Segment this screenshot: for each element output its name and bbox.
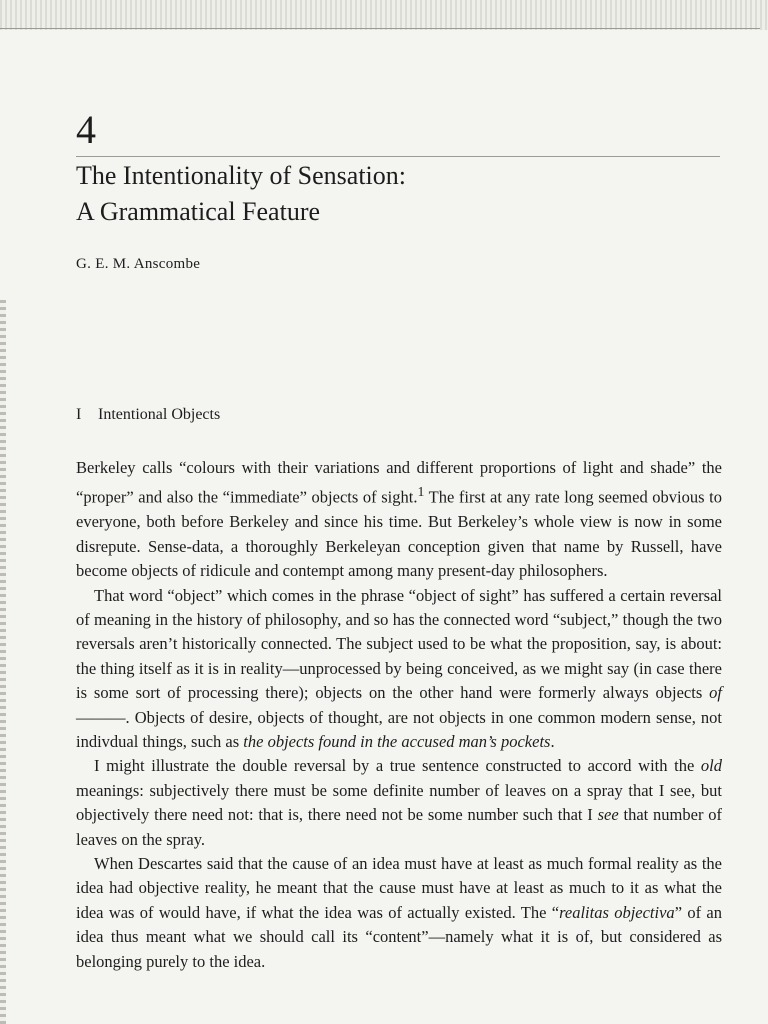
author-name: G. E. M. Anscombe bbox=[76, 256, 201, 272]
paragraph-4-text-a: When Descartes said that the cause of an idea must have at least as much formal reality as the idea had objective reality, he meant that the cause must have at least as much to it as what the idea was of would have, if what the idea was of actually existed. The “ bbox=[76, 854, 722, 922]
chapter-title-line-1: The Intentionality of Sensation: bbox=[76, 161, 406, 190]
paragraph-2-of-italic: of bbox=[709, 683, 722, 703]
paragraph-4-text-b: ” of an idea thus meant what we should call its “content”—namely what it is of, but considered as belonging purely to the idea. bbox=[76, 902, 722, 971]
chapter-title-line-2: A Grammatical Feature bbox=[76, 197, 321, 226]
paragraph-4-latin-italic: realitas objectiva bbox=[559, 902, 675, 922]
body-text bbox=[76, 456, 722, 974]
chapter-title bbox=[76, 158, 716, 230]
chapter-number: 4 bbox=[76, 107, 96, 152]
paragraph-3-old-italic: old bbox=[700, 756, 722, 776]
paragraph-4 bbox=[76, 852, 722, 974]
paragraph-3-text-b: meanings: subjectively there must be some definite number of leaves on a spray that I see, but objectively there need not: that is, there need not be some number such that I bbox=[76, 780, 722, 825]
page-scan-top-edge bbox=[0, 0, 768, 30]
paragraph-2-text-c: . bbox=[550, 731, 555, 751]
page-scan-left-edge bbox=[0, 300, 6, 1024]
paragraph-2-text-a: That word “object” which comes in the phrase “object of sight” has suffered a certain reversal of meaning in the history of philosophy, and so has the connected word “subject,” though the two reversals aren’t historically connected. The subject used to be what the proposition, say, is about: the thing itself as it is in reality—unprocessed by being conceived, as we might say (in case there is some sort of processing there); objects on the other hand were formerly always objects bbox=[76, 585, 722, 703]
page-top-rule bbox=[0, 28, 760, 29]
chapter-title-rule bbox=[76, 156, 720, 157]
paragraph-3 bbox=[76, 754, 722, 852]
section-heading bbox=[76, 406, 220, 424]
paragraph-2-text-b: ———. Objects of desire, objects of thought, are not objects in one common modern sense, not indivdual things, such as bbox=[76, 707, 722, 751]
paragraph-3-text-a: I might illustrate the double reversal by a true sentence constructed to accord with the bbox=[94, 756, 701, 776]
section-title: Intentional Objects bbox=[98, 406, 221, 423]
paragraph-3-see-italic: see bbox=[597, 805, 619, 825]
section-number: I bbox=[76, 406, 82, 423]
paragraph-1-text-b: The first at any rate long seemed obvious to everyone, both before Berkeley and since his time. But Berkeley’s whole view is now in some disrepute. Sense-data, a thoroughly Berkeleyan conception given that name by Russell, have become objects of ridicule and contempt among many present-day philosophers. bbox=[76, 487, 722, 581]
paragraph-1 bbox=[76, 456, 722, 584]
paragraph-2-italic-phrase: the objects found in the accused man’s pockets bbox=[243, 731, 551, 751]
paragraph-1-text-a: Berkeley calls “colours with their variations and different proportions of light and shade” the “proper” and also the “immediate” objects of sight. bbox=[76, 458, 722, 507]
paragraph-2 bbox=[76, 584, 722, 755]
footnote-marker: 1 bbox=[417, 484, 425, 500]
paragraph-3-text-c: that number of leaves on the spray. bbox=[76, 805, 723, 849]
